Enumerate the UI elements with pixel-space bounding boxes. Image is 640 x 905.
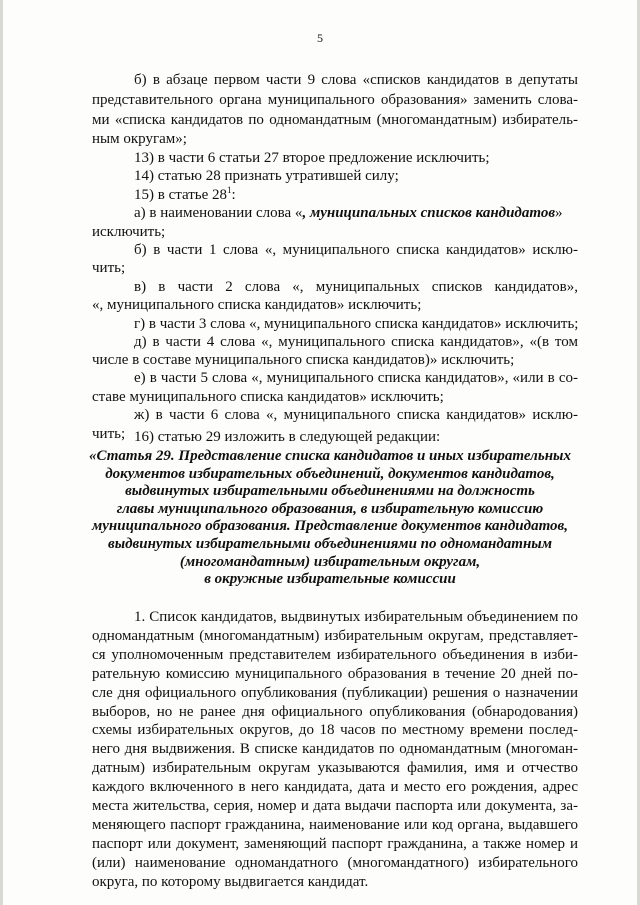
text-line: чить; (92, 426, 126, 442)
article-heading-line: в окружные избирательные комиссии (204, 571, 456, 588)
item-a-italic: , муниципальных списков кандидатов (302, 205, 556, 221)
body-line: (или) наименование одномандатного (многомандатного) избирательного (92, 854, 578, 871)
text-line: г) в части 3 слова «, муниципального списка кандидатов» исключить; (134, 316, 579, 332)
text-line: ми «списка кандидатов по одномандатным (многомандатным) избиратель- (92, 112, 578, 128)
text-line: б) в абзаце первом части 9 слова «списков кандидатов в депутаты (134, 72, 578, 88)
body-line: ся уполномоченным представителем избирательного объединения в изби- (92, 646, 578, 663)
text-line: чить; (92, 260, 126, 276)
text-line: в) в части 2 слова «, муниципальных списков кандидатов», (134, 279, 578, 295)
body-line: выборов, но не ранее дня официального опубликования (обнародования) (92, 703, 578, 720)
item-15-text: 15) в статье 28 (134, 187, 228, 203)
text-line: ным округам»; (92, 131, 187, 147)
text-line: 15) в статье $28^1$: (134, 185, 236, 203)
body-line: сле дня официального опубликования (публикации) решения о назначении (92, 684, 578, 701)
article-heading-line: документов избирательных объединений, документов кандидатов, (105, 465, 555, 482)
article-heading-line: главы муниципального образования, в избирательную комиссию (116, 500, 544, 517)
text-line: 14) статью 28 признать утратившей силу; (134, 168, 399, 184)
body-line: датным) избирательным округам указываются фамилия, имя и отчество (92, 760, 578, 777)
text-line: б) в части 1 слова «, муниципального списка кандидатов» исклю- (134, 242, 578, 258)
text-line (134, 203, 563, 223)
text-line: е) в части 5 слова «, муниципального списка кандидатов», «или в со- (134, 370, 578, 386)
page-number: 5 (317, 31, 323, 45)
body-line: каждого включенного в него кандидата, дата и место его рождения, адрес (92, 779, 578, 796)
article-heading-line: выдвинутых избирательными объединениями по одномандатным (108, 536, 552, 552)
body-line: одномандатным (многомандатным) избирательным округам, представляет- (92, 627, 578, 644)
body-line: 1. Список кандидатов, выдвинутых избирательным объединением по (134, 609, 578, 625)
body-line: него дня выдвижения. В списке кандидатов по одномандатным (многоман- (92, 741, 578, 758)
item-a-close: » (555, 205, 563, 221)
text-line: ставе муниципального списка кандидатов» исключить; (92, 389, 444, 405)
article-heading-line: (многомандатным) избирательным округам, (179, 553, 481, 570)
article-heading-line: «Статья 29. Представление списка кандидатов и иных избирательных (89, 448, 571, 464)
item-a-text: а) в наименовании слова « (134, 205, 303, 221)
body-line: паспорт или документ, заменяющий паспорт гражданина, а также номер и (92, 835, 578, 852)
text-line: числе в составе муниципального списка кандидатов)» исключить; (92, 352, 515, 368)
text-line: ж) в части 6 слова «, муниципального списка кандидатов» исклю- (134, 407, 578, 423)
text-line: представительного органа муниципального образования» заменить слова- (92, 92, 578, 108)
body-line: меняющего паспорт гражданина, наименование или код органа, выдавшего (92, 816, 578, 833)
article-heading-line: муниципального образования. Представление документов кандидатов, (91, 518, 568, 535)
text-line: «, муниципального списка кандидатов» исключить; (92, 297, 422, 313)
article-heading-line: выдвинутых избирательными объединениями на должность (125, 483, 535, 500)
text-line: 16) статью 29 изложить в следующей редакции: (134, 429, 441, 445)
body-line: схемы избирательных округов, до 18 часов по местному времени послед- (92, 722, 578, 739)
text-line: 13) в части 6 статьи 27 второе предложение исключить; (134, 150, 490, 166)
text-line: исключить; (92, 224, 166, 240)
body-line: рательную комиссию муниципального образования в течение 20 дней по- (92, 665, 578, 682)
body-line: округа, по которому выдвигается кандидат. (92, 873, 369, 890)
superscript: 1 (227, 185, 232, 195)
body-line: места жительства, серия, номер и дата выдачи паспорта или документа, за- (92, 798, 578, 814)
scan-edge-left (0, 0, 3, 905)
text-line: д) в части 4 слова «, муниципального списка кандидатов», «(в том (134, 334, 578, 350)
